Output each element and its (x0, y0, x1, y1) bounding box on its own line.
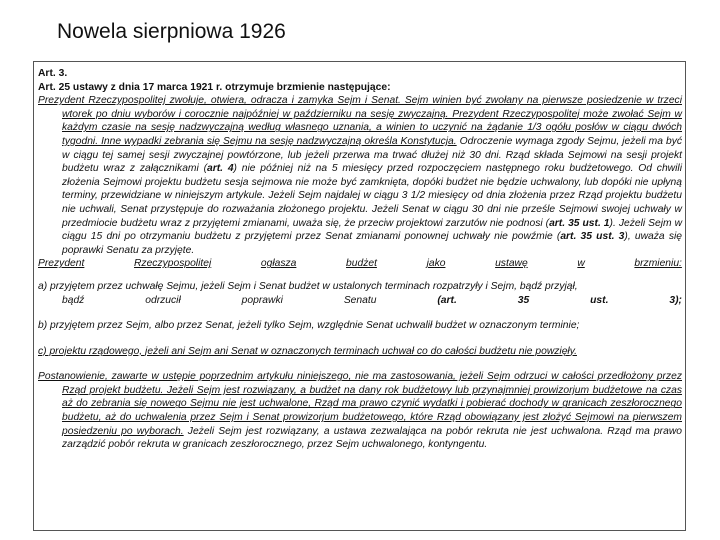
promulgation-line (38, 257, 682, 271)
paragraph-final (38, 370, 682, 452)
article-header: Art. 3. (38, 68, 68, 79)
word: (art. (437, 294, 457, 306)
paragraph-president-budget (38, 94, 682, 257)
word: 3); (669, 294, 682, 306)
plain-text: Jeżeli Sejm jest rozwiązany, a ustawa zezwalająca na pobór rekruta nie jest uchwalona. Rząd ma prawo zarządzić pobór rekruta w granicach zeszłorocznego, przez Sejm uchwalonego, kontyngentu. (62, 425, 682, 451)
word: budżet (346, 258, 377, 270)
word: Prezydent (38, 258, 85, 270)
plain-text: Odroczenie wymaga zgody Sejmu, jeżeli ma być w ciągu tej samej sesji zwyczajnej powtórzone, lub jeżeli przerwa ma trwać dłużej niż 30 dni. Rząd składa Sejmowi na sesji projekt budżetu wraz z załącznikami ( (62, 135, 682, 175)
word: odrzucił (145, 294, 181, 306)
article-reference: art. 35 ust. 3 (560, 231, 625, 243)
word: Senatu (343, 294, 377, 306)
article-reference: art. 4 (207, 163, 234, 175)
page-title: Nowela sierpniowa 1926 (57, 20, 286, 43)
word: 35 (517, 294, 530, 306)
word: ustawę (495, 258, 528, 270)
article-reference: art. 35 ust. 1 (549, 217, 610, 229)
plain-text: ), uważa się poprawki Senatu za przyjęte. (62, 231, 682, 256)
underlined-text: Postanowienie, zawarte w ustępie poprzednim artykułu niniejszego, nie ma zastosowania, jeżeli Sejm odrzuci w całości przedłożony przez Rząd projekt budżetu. Jeżeli Sejm jest rozwiązany, a budżet na dany rok budżetowy lub przynajmniej prowizorjum budżetowe na czas aż do zebrania się nowego Sejmu nie jest uchwalone, Rząd ma prawo czynić wydatki i pobierać dochody w granicach zeszłorocznego budżetu, aż do uchwalenia przez Sejm i Senat prowizorjum budżetowego, które Rząd obowiązany jest złożyć Sejmowi na pierwszem posiedzeniu po wyborach. (38, 371, 682, 437)
plain-text: ) nie później niż na 5 miesięcy przed rozpoczęciem następnego roku budżetowego. Od chwili złożenia Sejmowi projektu budżetu sesja sejmowa nie może być zamknięta, dopóki budżet nie będzie uchwalony, lub dopóki nie upłyną terminy, przewidziane w niniejszym artykule. Jeżeli Sejm najdalej w ciągu 3 1/2 miesięcy od dnia złożenia przez Rząd projektu budżetu nie uchwali, Senat przystępuje do rozważania złożonego projektu. Jeżeli Senat w ciągu 30 dni nie prześle Sejmowi swojej uchwały w przedmiocie budżetu wraz z przyjętemi zmianami, uważa się, że przeciw projektowi zarzutów nie podnosi ( (62, 163, 682, 229)
word: jako (426, 258, 446, 270)
document-body (38, 67, 682, 452)
word: ogłasza (260, 258, 297, 270)
word: w (577, 258, 585, 270)
item-c: c) projektu rządowego, jeżeli ani Sejm ani Senat w oznaczonych terminach uchwał co do całości budżetu nie powzięły. (38, 345, 577, 357)
article-intro: Art. 25 ustawy z dnia 17 marca 1921 r. otrzymuje brzmienie następujące: (38, 81, 391, 93)
item-b: b) przyjętem przez Sejm, albo przez Senat, jeżeli tylko Sejm, względnie Senat uchwalił budżet w oznaczonym terminie; (38, 320, 580, 332)
word: poprawki (241, 294, 283, 306)
word: brzmieniu: (634, 258, 682, 270)
plain-text: ). Jeżeli Sejm w ciągu 15 dni po otrzymaniu budżetu z przyjętemi przez Senat zmianami ponownej uchwały nie powźmie ( (62, 217, 683, 243)
item-a-continuation (38, 294, 682, 308)
word: Rzeczypospolitej (134, 258, 212, 270)
word: ust. (590, 294, 609, 306)
item-a: a) przyjętem przez uchwałę Sejmu, jeżeli Sejm i Senat budżet w ustalonych terminach rozpatrzyły i Sejm, bądź przyjął, (38, 280, 578, 292)
word: bądź (62, 294, 85, 306)
underlined-text: Prezydent Rzeczypospolitej zwołuje, otwiera, odracza i zamyka Sejm i Senat. Sejm winien być zwołany na pierwsze posiedzenie w trzeci wtorek po dniu wyborów i corocznie najpóźniej w październiku na sesję zwyczajną. Prezydent Rzeczypospolitej może zwołać Sejm w każdym czasie na sesję nadzwyczajną według własnego uznania, a winien to uczynić na żądanie 1/3 ogółu posłów w ciągu dwóch tygodni. Inne wypadki zebrania się Sejmu na sesję nadzwyczajną określa Konstytucja. (38, 95, 682, 147)
